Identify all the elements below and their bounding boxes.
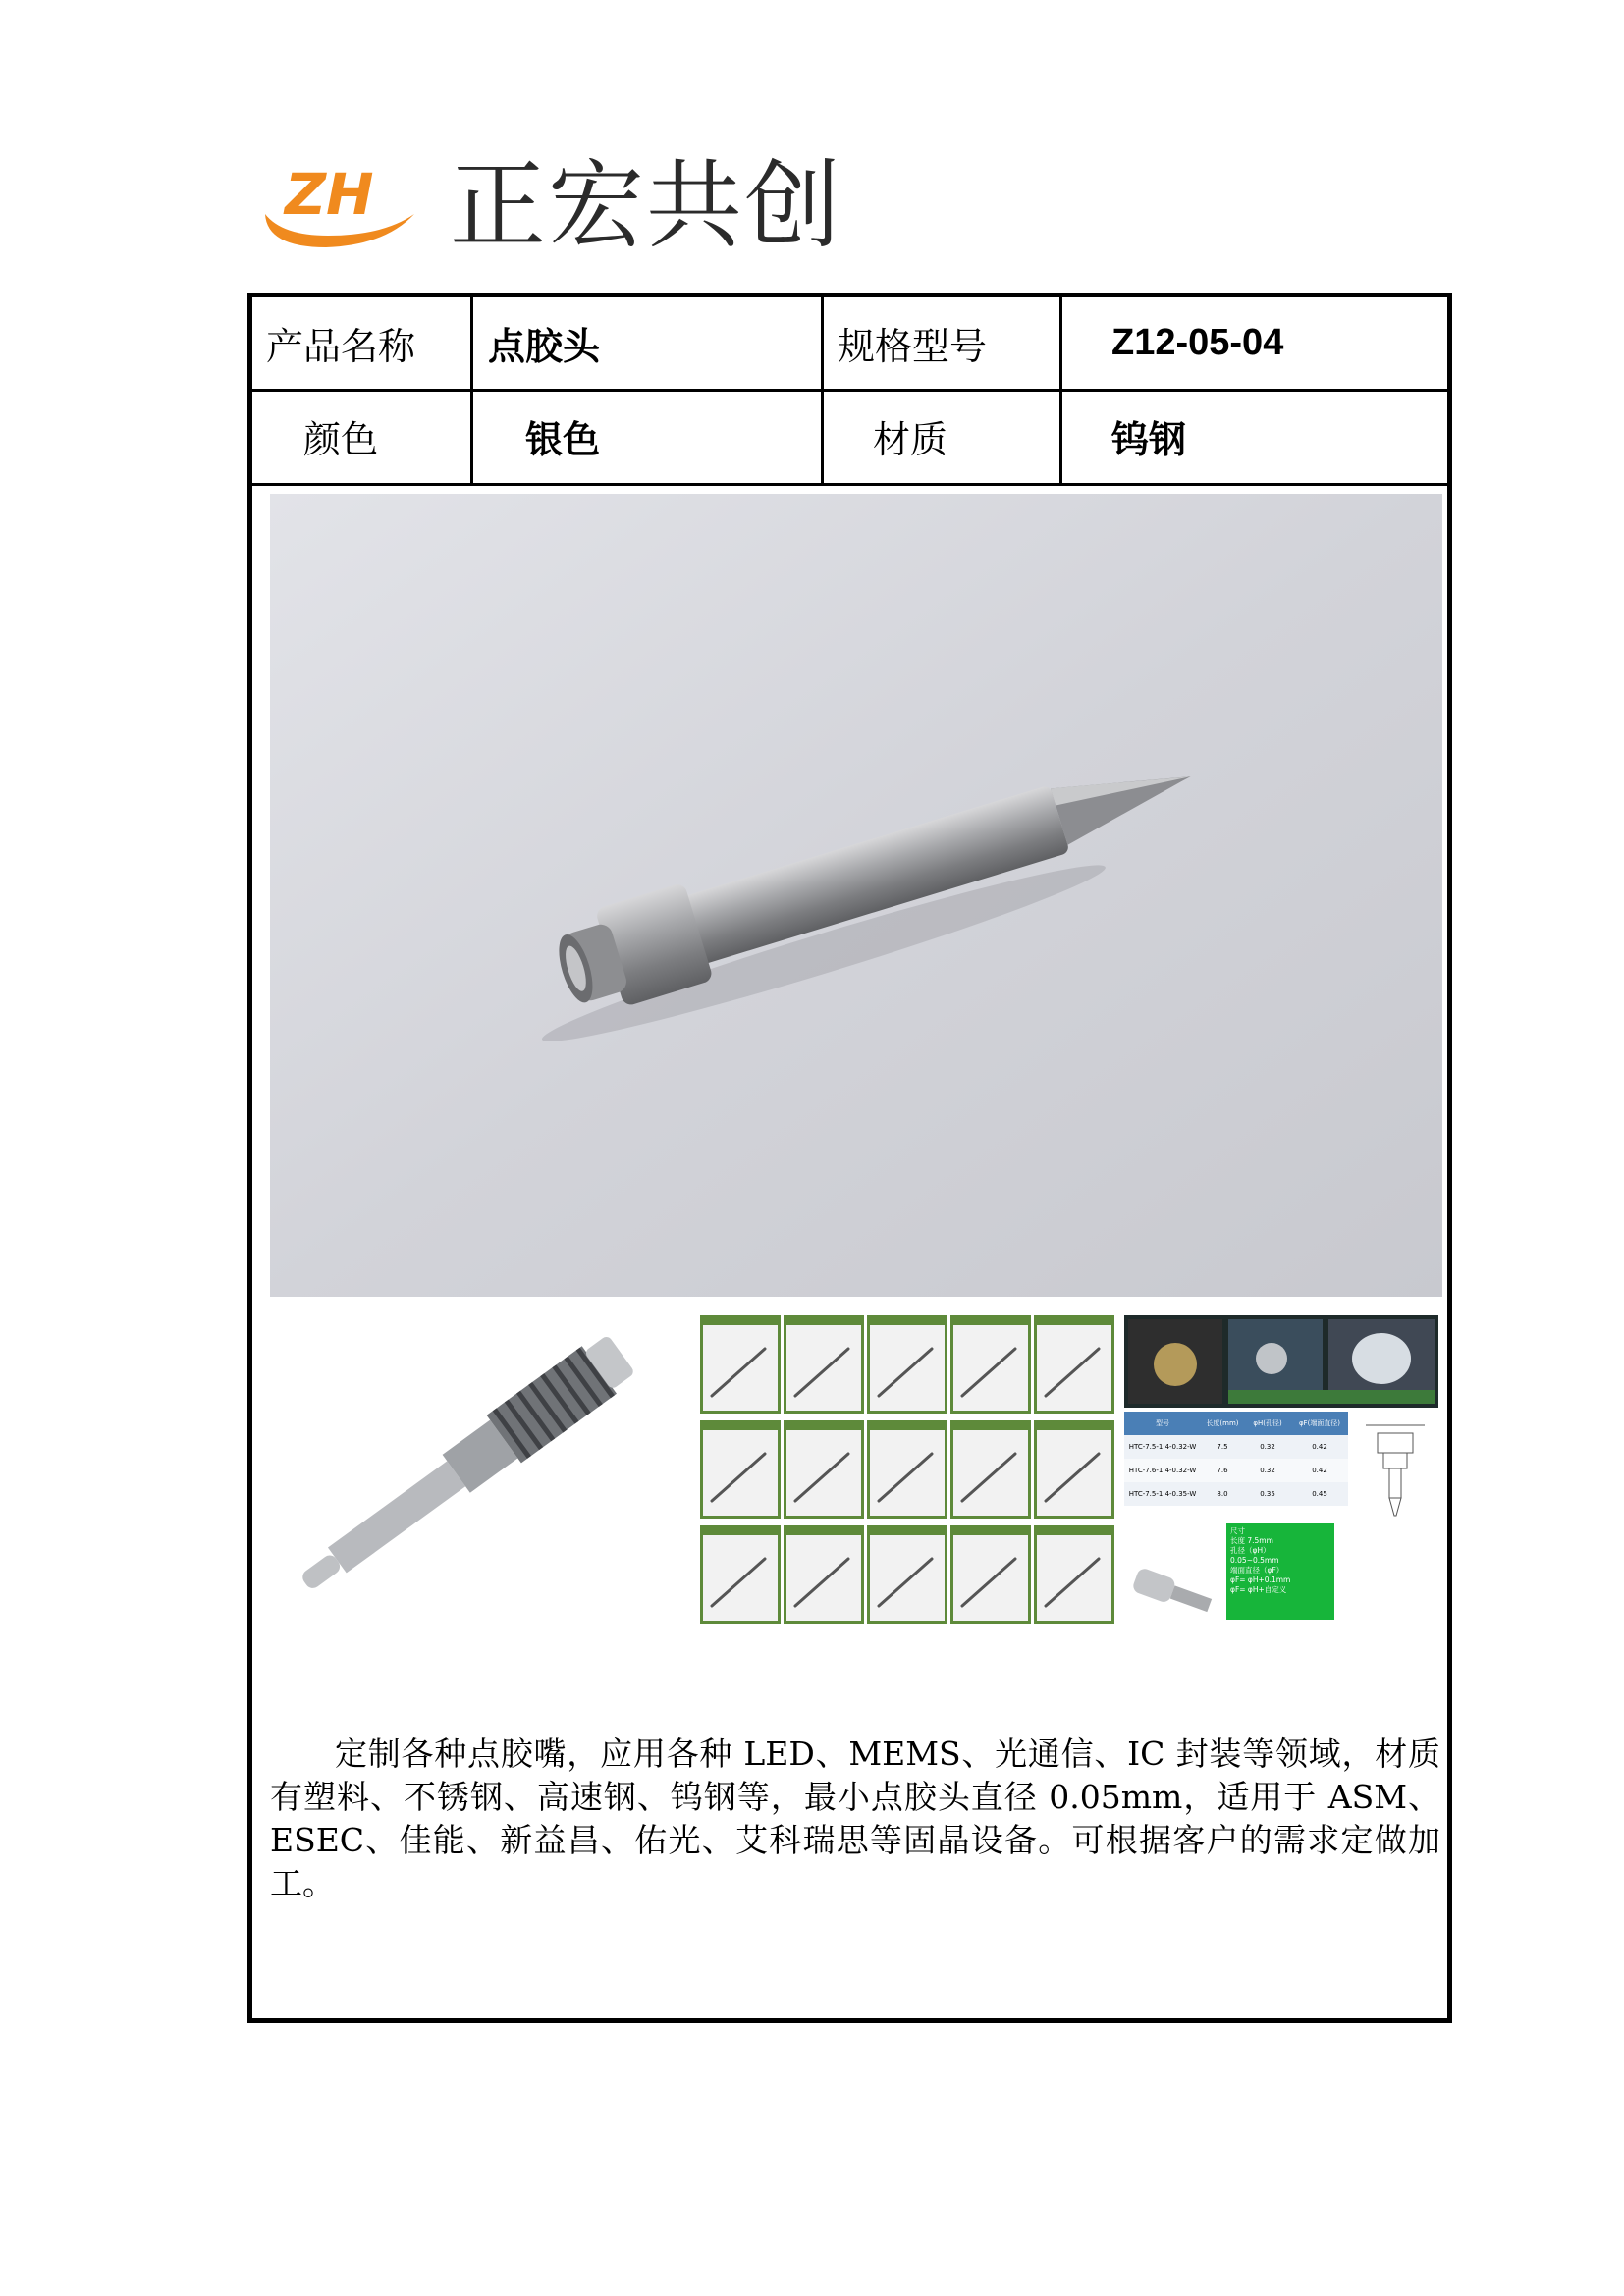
material-value: 钨钢	[1111, 417, 1187, 461]
nozzle-dimension-diagram	[1356, 1414, 1438, 1522]
product-description	[270, 1733, 1440, 1905]
color-label: 颜色	[303, 417, 379, 461]
ref-header-face: φF(端面直径)	[1298, 1419, 1341, 1427]
spec-row-2	[252, 389, 1447, 486]
ref-header-bore: φH(孔径)	[1253, 1419, 1282, 1427]
product-name-label: 产品名称	[266, 325, 416, 368]
nozzle-variants-grid	[700, 1315, 1116, 1626]
ref-row: HTC-7.5-1.4-0.35-W 8.0 0.35 0.45	[1124, 1482, 1348, 1506]
zh-logo-mark	[257, 157, 424, 255]
model-value: Z12-05-04	[1111, 322, 1284, 363]
material-label: 材质	[873, 417, 948, 461]
product-name-value: 点胶头	[488, 325, 601, 368]
ref-header-model: 型号	[1156, 1419, 1169, 1427]
reference-note-box: 尺寸 长度 7.5mm 孔径（φH） 0.05~0.5mm 端面直径（φF） φF= φH+0.1mm φF= φH+自定义	[1226, 1523, 1334, 1620]
logo-mark-text: ZH	[285, 161, 374, 228]
nozzle-render	[266, 1318, 692, 1625]
ref-header-length: 长度(mm)	[1206, 1419, 1239, 1427]
model-label: 规格型号	[838, 325, 988, 368]
product-sheet	[247, 293, 1452, 2023]
company-logo	[257, 150, 846, 262]
nozzle-small-render	[1130, 1527, 1228, 1616]
nozzle-spec-panel	[1124, 1315, 1438, 1626]
ref-row: HTC-7.6-1.4-0.32-W 7.6 0.32 0.42	[1124, 1459, 1348, 1482]
nozzle-photos	[1124, 1315, 1438, 1408]
spec-row-1	[252, 297, 1447, 392]
reference-spec-table	[1124, 1412, 1348, 1506]
ref-row: HTC-7.5-1.4-0.32-W 7.5 0.32 0.42	[1124, 1435, 1348, 1459]
color-value: 银色	[525, 417, 601, 461]
product-photo	[270, 494, 1442, 1297]
company-name: 正宏共创	[450, 150, 843, 262]
description-paragraph: 定制各种点胶嘴，应用各种 LED、MEMS、光通信、IC 封装等领域，材质有塑料、不锈钢、高速钢、钨钢等，最小点胶头直径 0.05mm，适用于 ASM、ESEC、佳能、新益昌、佑光、艾科瑞思等固晶设备。可根据客户的需求定做加工。	[270, 1735, 1440, 1902]
